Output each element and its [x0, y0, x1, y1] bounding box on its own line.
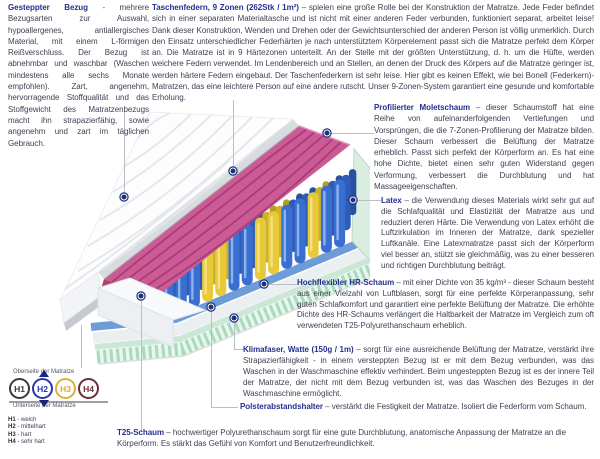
paragraph-taschenfedern	[152, 2, 594, 104]
heading-klimafaser: Klimafaser, Watte (150g / 1m)	[243, 345, 354, 354]
heading-moletschaum: Profilierter Moletschaum	[374, 103, 471, 112]
paragraph-polster	[240, 401, 596, 412]
hardness-legend	[8, 369, 116, 446]
spring-capsule	[308, 192, 319, 258]
leader-taschenfedern	[233, 100, 234, 171]
list-item-h2: H2 - mittelhart	[8, 424, 46, 431]
heading-hr-schaum: Hochflexibler HR-Schaum	[297, 278, 395, 287]
body-gesteppter-bezug: - mehrere Bezugsarten zur Auswahl, hypoallergenes, antiallergisches Material, mit einem L-förmigen Reißverschluss. Der Bezug ist abnehmbar und waschbar (Waschen mindestens alle sechs Monate empfohlen). Zart, angenehm, hervorragende Stoffqualität und das Stoffgewicht des Matratzenbezugs macht ihn strapazierfähig, sowie angenehm und zart im täglichen Gebrauch.	[8, 3, 149, 148]
hardness-circles	[9, 378, 116, 399]
leader-klimafaser	[234, 318, 235, 349]
list-item-h3: H3 - hart	[8, 431, 32, 438]
list-item-h1: H1 - weich	[8, 417, 37, 423]
paragraph-gesteppter-bezug	[8, 2, 149, 149]
spring-capsule	[281, 205, 292, 269]
paragraph-t25	[117, 427, 566, 449]
leader-latex	[353, 200, 381, 201]
spring-capsule	[295, 199, 306, 264]
legend-bottom-label: Unterseite der Matratze	[13, 403, 76, 409]
hardness-circle-h2: H2	[32, 378, 53, 399]
leader-polster	[211, 307, 212, 407]
body-moletschaum: – dieser Schaumstoff hat eine Reihe von aufeinanderfolgenden Vertiefungen und Vorsprüngen, die die 7-Zonen-Profilierung der Matratze bilden. Dieser Schaum verbessert die Belüftung der Matratze erheblich. Passt sich perfekt der Körperform an. Es hat eine hohe Dichte, bietet einen sehr guten Widerstand gegen Verformung, verbessert die Durchblutung und hat Massageeigenschaften.	[374, 103, 595, 192]
paragraph-moletschaum	[374, 102, 594, 192]
legend-top-label: Oberseite der Matratze	[13, 369, 75, 375]
connector-dot-klimafaser	[231, 315, 238, 322]
leader-legend	[81, 325, 82, 368]
heading-taschenfedern: Taschenfedern, 9 Zonen (262Stk / 1m²)	[152, 3, 299, 12]
arrow-down-icon	[39, 400, 49, 407]
heading-latex: Latex	[381, 196, 402, 205]
connector-dot-hr-schaum	[261, 281, 268, 288]
connector-dot-taschenfedern	[230, 168, 237, 175]
body-klimafaser: – sorgt für eine ausreichende Belüftung der Matratze, verstärkt ihre Strapazierfähigkeit - in einem versteppten Bezug ist er mit dem Bezug verbunden, was das Waschen in der Waschmaschine effektiv verhindert. Beim ungesteppten Bezug ist es der innere Teil der Matratze, der nicht mit dem Bezug verbunden ist, was das Waschen des Bezuges in der Waschmaschine ermöglicht.	[243, 345, 594, 398]
spring-capsule	[255, 218, 266, 280]
connector-dot-t25	[138, 293, 145, 300]
spring-capsule	[321, 186, 332, 253]
leader-hr-schaum	[264, 284, 297, 285]
spring-capsule	[242, 224, 253, 285]
hardness-circle-h1: H1	[9, 378, 30, 399]
connector-dot-latex	[350, 197, 357, 204]
spring-capsule	[334, 180, 345, 248]
leader-moletschaum	[327, 133, 374, 134]
body-taschenfedern: – spielen eine große Rolle bei der Konstruktion der Matratze. Jede Feder befindet sich in einer separaten Materialtasche und ist nicht mit einer anderen Feder verbunden, funktioniert separat, arbeitet leise! Dank dieser Konstruktion, Wenden und Drehen oder der Gewichtsunterschied der anderen Person ist völlig unmerklich. Durch den Einsatz unterschiedlicher Federhärten je nach unterstütztem Körperelement passt sich die Matratze perfekt dem Körper an. Die Matratze ist in 9 Härtezonen unterteilt. An der Stelle mit der größten Unterstützung, d. h. um die Hüfte, werden weichere Federn verwendet. Im Lendenbereich und an Stellen, an denen der Druck des Körpers auf die Matratze geringer ist, werden härtere Federn eingebaut. Der Taschenfederkern ist sehr leise. Hier gibt es keinen Effekt, wie bei Bonell (Federkern)- Matratzen, das eine leichtere Person auf eine andere rutscht. Unser 9-Zonen-System garantiert eine gesunde und komfortable Erholung.	[152, 3, 594, 103]
heading-t25: T25-Schaum	[117, 428, 165, 437]
body-t25: – hochwertiger Polyurethanschaum sorgt für eine gute Durchblutung, anatomische Anpassung der Matratze an die Körperform. Es stärkt das Gefühl von Komfort und Benutzerfreundlichkeit.	[117, 428, 566, 448]
paragraph-klimafaser	[243, 344, 594, 399]
body-polster: – verstärkt die Festigkeit der Matratze. Isoliert die Federform vom Schaum.	[322, 402, 587, 411]
heading-polster: Polsterabstandshalter	[240, 402, 323, 411]
hardness-circle-h4: H4	[78, 378, 99, 399]
body-latex: – die Verwendung dieses Materials wirkt sehr gut auf die Schlafqualität und Elastizität der Matratze aus und reduziert deren Härte. Die Verwendung von Latex erhöht die Luftzirkulation im Inneren der Matratze, dank spezieller Luftkanäle. Eine Latexmatratze passt sich der Körperform viel besser an, stützt sie gleichmäßig, was zu einer besseren und richtigen Durchblutung beiträgt.	[381, 196, 594, 270]
connector-dot-moletschaum	[324, 130, 331, 137]
paragraph-hr-schaum	[297, 278, 594, 332]
spring-capsule	[268, 211, 279, 274]
connector-dot-polster	[208, 304, 215, 311]
body-hr-schaum: – mit einer Dichte von 35 kg/m³ - dieser Schaum besteht aus einer Vielzahl von Luftblasen, sorgt für eine perfekte Körperanpassung, sehr guten Schlafkomfort und garantiert eine perfekte Belüftung der Matratze. Die erhöhte Dichte des HR-Schaums verlängert die Haltbarkeit der Matratze im Vergleich zum oft verwendeten T25-Polyurethanschaum erheblich.	[297, 278, 594, 331]
list-item-h4: H4 - sehr hart	[8, 438, 45, 445]
paragraph-latex	[381, 196, 594, 272]
hardness-circle-h3: H3	[55, 378, 76, 399]
spring-capsule	[229, 230, 240, 291]
arrow-up-icon	[39, 370, 49, 377]
hardness-list	[8, 417, 116, 446]
heading-gesteppter-bezug: Gesteppter Bezug	[8, 3, 88, 12]
leader-t25	[141, 296, 142, 432]
connector-dot-gesteppter	[121, 194, 128, 201]
